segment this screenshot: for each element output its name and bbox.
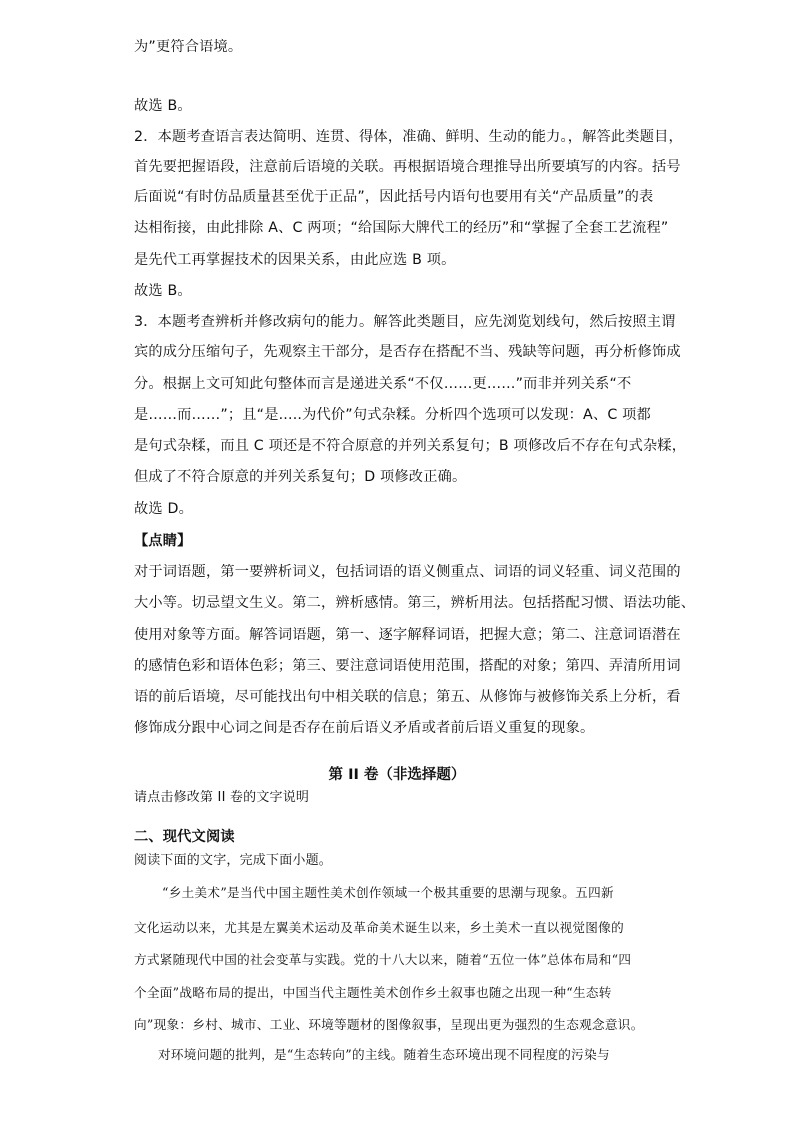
passage-line: 向”现象：乡村、城市、工业、环境等题材的图像叙事，呈现出更为强烈的生态观念意识。 xyxy=(134,1017,644,1032)
explanation-line: 2．本题考查语言表达简明、连贯、得体，准确、鲜明、生动的能力。，解答此类题目， xyxy=(134,129,683,145)
section-title: 第 II 卷（非选择题） xyxy=(328,767,466,783)
passage-line: 方式紧随现代中国的社会变革与实践。党的十八大以来，随着“五位一体”总体布局和“四 xyxy=(134,952,632,967)
dianjing-line: 对于词语题，第一要辨析词义，包括词语的语义侧重点、词语的词义轻重、词义范围的 xyxy=(134,564,681,580)
passage-line: 文化运动以来，尤其是左翼美术运动及革命美术诞生以来，乡土美术一直以视觉图像的 xyxy=(134,920,624,935)
explanation-line: 首先要把握语段，注意前后语境的关联。再根据语境合理推导出所要填写的内容。括号 xyxy=(134,159,681,175)
explanation-line: 分。根据上文可知此句整体而言是递进关系“不仅……更……”而非并列关系“不 xyxy=(134,376,632,392)
dianjing-line: 使用对象等方面。解答词语题，第一、逐字解释词语，把握大意；第二、注意词语潜在 xyxy=(134,627,681,643)
passage-line: “乡土美术”是当代中国主题性美术创作领域一个极其重要的思潮与现象。五四新 xyxy=(162,885,614,900)
dianjing-line: 大小等。切忌望文生义。第二，辨析感情。第三，辨析用法。包括搭配习惯、语法功能、 xyxy=(134,595,696,611)
reading-instruction: 阅读下面的文字，完成下面小题。 xyxy=(134,853,333,868)
explanation-line: 为”更符合语境。 xyxy=(134,39,243,55)
passage-line: 个全面”战略布局的提出，中国当代主题性美术创作乡土叙事也随之出现一种“生态转 xyxy=(134,985,612,1000)
explanation-line: 是……而……”；且“是.....为代价”句式杂糅。分析四个选项可以发现：A、C 项都 xyxy=(134,407,651,423)
explanation-line: 3．本题考查辨析并修改病句的能力。解答此类题目，应先浏览划线句，然后按照主谓 xyxy=(134,314,676,330)
section-heading: 二、现代文阅读 xyxy=(134,829,235,845)
explanation-line: 故选 B。 xyxy=(134,98,192,114)
dianjing-line: 语的前后语境，尽可能找出句中相关联的信息；第五、从修饰与被修饰关系上分析，看 xyxy=(134,689,681,705)
dianjing-line: 的感情色彩和语体色彩；第三、要注意词语使用范围，搭配的对象；第四、弄清所用词 xyxy=(134,658,681,674)
explanation-line: 故选 D。 xyxy=(134,501,193,517)
explanation-line: 宾的成分压缩句子，先观察主干部分，是否存在搭配不当、残缺等问题，再分析修饰成 xyxy=(134,344,681,360)
explanation-line: 后面说“有时仿品质量甚至优于正品”，因此括号内语句也要用有关“产品质量”的表 xyxy=(134,189,654,205)
explanation-line: 达相衔接，由此排除 A、C 两项；“给国际大牌代工的经历”和“掌握了全套工艺流程” xyxy=(134,220,669,236)
section-note: 请点击修改第 II 卷的文字说明 xyxy=(134,790,310,805)
passage-line: 对环境问题的批判，是“生态转向”的主线。随着生态环境出现不同程度的污染与 xyxy=(158,1047,610,1062)
dianjing-heading: 【点睛】 xyxy=(134,533,192,549)
dianjing-line: 修饰成分跟中心词之间是否存在前后语义矛盾或者前后语义重复的现象。 xyxy=(134,720,595,736)
explanation-line: 是先代工再掌握技术的因果关系，由此应选 B 项。 xyxy=(134,252,456,268)
explanation-line: 是句式杂糅，而且 C 项还是不符合原意的并列关系复句；B 项修改后不存在句式杂糅， xyxy=(134,438,687,454)
explanation-line: 故选 B。 xyxy=(134,283,192,299)
explanation-line: 但成了不符合原意的并列关系复句；D 项修改正确。 xyxy=(134,469,467,485)
